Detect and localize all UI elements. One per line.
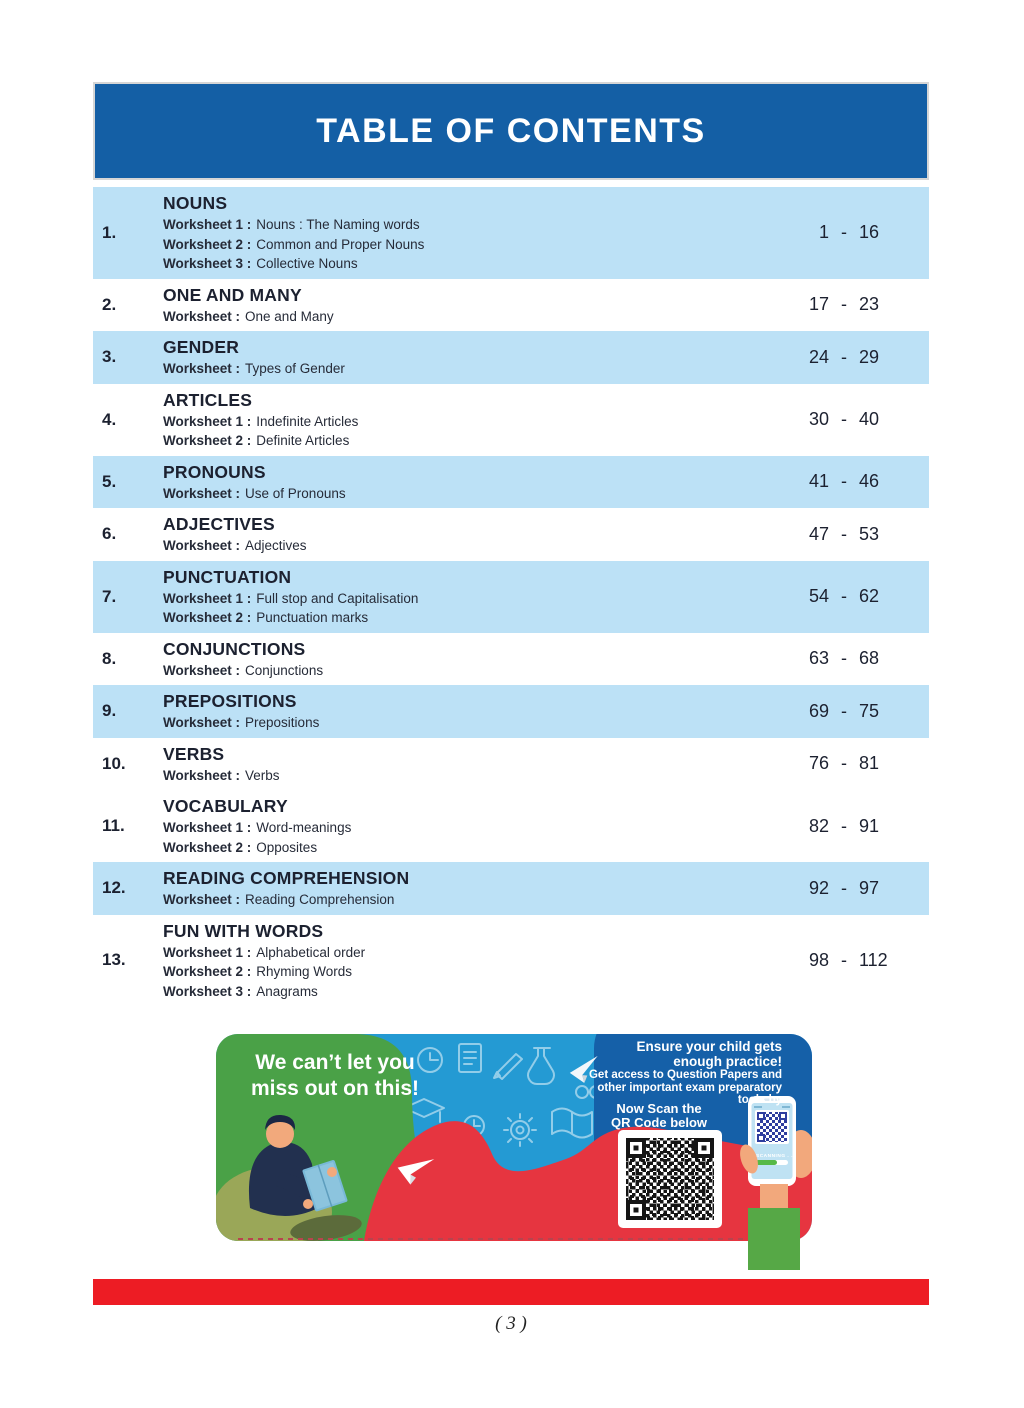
row-main — [163, 867, 793, 910]
page-start: 54 — [808, 586, 829, 606]
worksheet-line — [163, 215, 793, 235]
toc-row — [93, 790, 929, 862]
worksheet-label: Worksheet 1 : — [163, 217, 252, 232]
row-number: 11. — [102, 816, 125, 835]
worksheet-label: Worksheet 3 : — [163, 256, 252, 271]
worksheet-line — [163, 838, 793, 858]
worksheet-line — [163, 235, 793, 255]
worksheet-label: Worksheet : — [163, 767, 241, 783]
worksheet-line — [163, 412, 793, 432]
toc-row — [93, 561, 929, 633]
worksheet-line — [163, 536, 793, 556]
row-number: 8. — [102, 648, 117, 668]
worksheet-list — [163, 766, 793, 786]
section-title: READING COMPREHENSION — [163, 868, 410, 888]
page-separator: - — [841, 523, 847, 544]
worksheet-text: Anagrams — [256, 983, 318, 999]
worksheet-text: Alphabetical order — [256, 944, 366, 960]
toc-row — [93, 862, 929, 915]
banner-left-text: We can’t let you miss out on this! — [251, 1051, 419, 1100]
page-separator: - — [841, 949, 847, 970]
toc-row — [93, 738, 929, 791]
page-end: 62 — [859, 586, 880, 606]
worksheet-text: Full stop and Capitalisation — [256, 590, 419, 606]
worksheet-label: Worksheet : — [163, 538, 241, 553]
worksheet-text: Use of Pronouns — [245, 485, 346, 501]
worksheet-label: Worksheet 2 : — [163, 839, 252, 855]
worksheet-text: Nouns : The Naming words — [256, 217, 420, 232]
section-title: ONE AND MANY — [163, 284, 302, 305]
promo-banner — [216, 1034, 812, 1241]
page-end: 97 — [859, 877, 880, 898]
worksheet-line — [163, 431, 793, 451]
page-separator: - — [841, 648, 847, 669]
toc-row — [93, 384, 929, 456]
worksheet-text: Rhyming Words — [256, 964, 353, 979]
row-number: 5. — [102, 471, 117, 491]
page-end: 81 — [859, 753, 880, 774]
page-range — [793, 586, 929, 607]
wrist — [760, 1184, 788, 1212]
worksheet-text: Indefinite Articles — [256, 413, 359, 429]
worksheet-label: Worksheet 3 : — [163, 983, 252, 999]
worksheet-list — [163, 818, 793, 857]
page-end: 112 — [859, 949, 888, 970]
toc-row — [93, 456, 929, 509]
section-title: PRONOUNS — [163, 461, 266, 482]
section-title: VOCABULARY — [163, 796, 288, 816]
row-number: 13. — [102, 950, 126, 970]
worksheet-line — [163, 661, 793, 681]
toc-row — [93, 508, 929, 561]
section-title: NOUNS — [163, 193, 228, 213]
page-range — [793, 294, 929, 315]
page-separator: - — [841, 877, 847, 898]
page-title: TABLE OF CONTENTS — [316, 111, 706, 150]
worksheet-text: One and Many — [245, 308, 334, 324]
page-range — [793, 950, 929, 971]
page-range — [793, 471, 929, 492]
worksheet-list — [163, 713, 793, 733]
row-main — [163, 284, 793, 327]
page-separator: - — [841, 753, 847, 774]
row-number: 7. — [102, 586, 117, 606]
row-number: 1. — [102, 222, 117, 242]
table-of-contents-header — [93, 82, 929, 180]
page-end: 16 — [859, 222, 880, 243]
page-end: 29 — [859, 346, 880, 367]
worksheet-text: Punctuation marks — [256, 610, 369, 625]
page-start: 98 — [808, 949, 829, 970]
worksheet-line — [163, 890, 793, 910]
page-start: 24 — [808, 346, 829, 367]
page-end: 46 — [859, 471, 880, 492]
page-start: 17 — [808, 294, 829, 315]
worksheet-line — [163, 713, 793, 733]
worksheet-line — [163, 589, 793, 609]
row-main — [163, 566, 793, 628]
worksheet-line — [163, 982, 793, 1002]
page-separator: - — [841, 294, 847, 315]
page-range — [793, 648, 929, 669]
worksheet-list — [163, 359, 793, 379]
worksheet-list — [163, 536, 793, 556]
row-number: 9. — [102, 701, 117, 721]
worksheet-line — [163, 943, 793, 963]
worksheet-text: Conjunctions — [245, 662, 324, 678]
worksheet-list — [163, 215, 793, 274]
toc-row — [93, 685, 929, 738]
worksheet-label: Worksheet : — [163, 662, 241, 678]
row-main — [163, 638, 793, 681]
worksheet-label: Worksheet : — [163, 308, 241, 324]
worksheet-list — [163, 890, 793, 910]
worksheet-list — [163, 943, 793, 1002]
worksheet-line — [163, 359, 793, 379]
worksheet-label: Worksheet 1 : — [163, 590, 252, 606]
page-end: 40 — [859, 409, 880, 429]
row-number: 10. — [102, 753, 126, 773]
worksheet-label: Worksheet 1 : — [163, 413, 252, 429]
banner-scan-text: Now Scan the QR Code below — [610, 1101, 708, 1130]
section-title: PUNCTUATION — [163, 566, 292, 587]
worksheet-text: Definite Articles — [256, 433, 350, 448]
worksheet-label: Worksheet : — [163, 715, 241, 730]
row-number: 6. — [102, 524, 117, 544]
page-range — [793, 701, 929, 722]
row-number: 2. — [102, 294, 117, 314]
banner-heading: Ensure your child gets enough practice! — [636, 1039, 782, 1069]
row-main — [163, 513, 793, 556]
scanning-progress-bar — [756, 1160, 788, 1165]
worksheet-line — [163, 818, 793, 838]
worksheet-list — [163, 484, 793, 504]
qr-code — [618, 1130, 722, 1228]
worksheet-list — [163, 661, 793, 681]
page-start: 82 — [808, 815, 829, 836]
section-title: CONJUNCTIONS — [163, 638, 306, 659]
worksheet-label: Worksheet 1 : — [163, 944, 252, 960]
worksheet-text: Verbs — [245, 767, 280, 783]
page-end: 23 — [859, 294, 880, 315]
toc-list — [93, 187, 929, 1006]
toc-row — [93, 279, 929, 332]
page-start: 92 — [808, 877, 829, 898]
toc-row — [93, 187, 929, 279]
page-range — [793, 409, 929, 430]
page-range — [793, 878, 929, 899]
page-end: 68 — [859, 648, 880, 669]
worksheet-list — [163, 307, 793, 327]
row-main — [163, 192, 793, 274]
page-start: 1 — [818, 222, 829, 243]
footer-red-bar — [93, 1279, 929, 1305]
page-range — [793, 524, 929, 545]
worksheet-label: Worksheet : — [163, 361, 241, 376]
worksheet-label: Worksheet 2 : — [163, 433, 252, 448]
worksheet-line — [163, 962, 793, 982]
smartphone-icon — [748, 1096, 797, 1186]
page-range — [793, 222, 929, 243]
section-title: PREPOSITIONS — [163, 691, 297, 711]
scanning-label: SCANNING . . . — [756, 1154, 797, 1159]
worksheet-label: Worksheet 2 : — [163, 610, 252, 625]
page-separator: - — [841, 409, 847, 429]
worksheet-line — [163, 608, 793, 628]
worksheet-label: Worksheet 2 : — [163, 236, 252, 252]
section-title: GENDER — [163, 337, 240, 357]
worksheet-text: Types of Gender — [245, 361, 345, 376]
toc-row — [93, 915, 929, 1007]
row-main — [163, 336, 793, 379]
row-number: 12. — [102, 878, 126, 898]
page-end: 91 — [859, 815, 880, 836]
section-title: FUN WITH WORDS — [163, 920, 324, 941]
page-start: 47 — [808, 523, 829, 544]
page-separator: - — [841, 815, 847, 836]
page-separator: - — [841, 586, 847, 606]
worksheet-list — [163, 412, 793, 451]
row-main — [163, 795, 793, 857]
row-main — [163, 743, 793, 786]
page-start: 76 — [808, 753, 829, 774]
toc-row — [93, 331, 929, 384]
worksheet-text: Common and Proper Nouns — [256, 236, 425, 252]
worksheet-text: Collective Nouns — [256, 256, 358, 271]
page-end: 75 — [859, 700, 880, 721]
toc-row — [93, 633, 929, 686]
row-main — [163, 920, 793, 1002]
page-number: ( 3 ) — [495, 1313, 527, 1334]
page-end: 53 — [859, 523, 880, 544]
worksheet-label: Worksheet 2 : — [163, 964, 252, 979]
page-start: 63 — [808, 648, 829, 669]
row-main — [163, 690, 793, 733]
worksheet-list — [163, 589, 793, 628]
page-range — [793, 753, 929, 774]
worksheet-label: Worksheet 1 : — [163, 820, 252, 835]
section-title: ADJECTIVES — [163, 514, 275, 534]
row-number: 4. — [102, 409, 117, 429]
page-start: 41 — [808, 471, 829, 492]
page-separator: - — [841, 700, 847, 721]
worksheet-text: Reading Comprehension — [245, 892, 395, 907]
worksheet-line — [163, 484, 793, 504]
section-title: VERBS — [163, 743, 225, 764]
page-start: 30 — [808, 409, 829, 429]
worksheet-text: Word-meanings — [256, 820, 352, 835]
worksheet-line — [163, 307, 793, 327]
row-main — [163, 389, 793, 451]
worksheet-text: Prepositions — [245, 715, 320, 730]
section-title: ARTICLES — [163, 389, 253, 410]
page-content — [93, 82, 929, 1335]
worksheet-text: Opposites — [256, 839, 318, 855]
worksheet-label: Worksheet : — [163, 485, 241, 501]
page-separator: - — [841, 346, 847, 367]
row-number: 3. — [102, 347, 117, 367]
page-range — [793, 347, 929, 368]
worksheet-line — [163, 766, 793, 786]
page-separator: - — [841, 471, 847, 492]
page-range — [793, 816, 929, 837]
sleeve — [748, 1208, 800, 1270]
worksheet-text: Adjectives — [245, 538, 307, 553]
worksheet-label: Worksheet : — [163, 892, 241, 907]
page-separator: - — [841, 222, 847, 243]
page-start: 69 — [808, 700, 829, 721]
worksheet-line — [163, 254, 793, 274]
banner-subtext: Get access to Question Papers and other important exam preparatory tools by — [588, 1069, 782, 1106]
row-main — [163, 461, 793, 504]
